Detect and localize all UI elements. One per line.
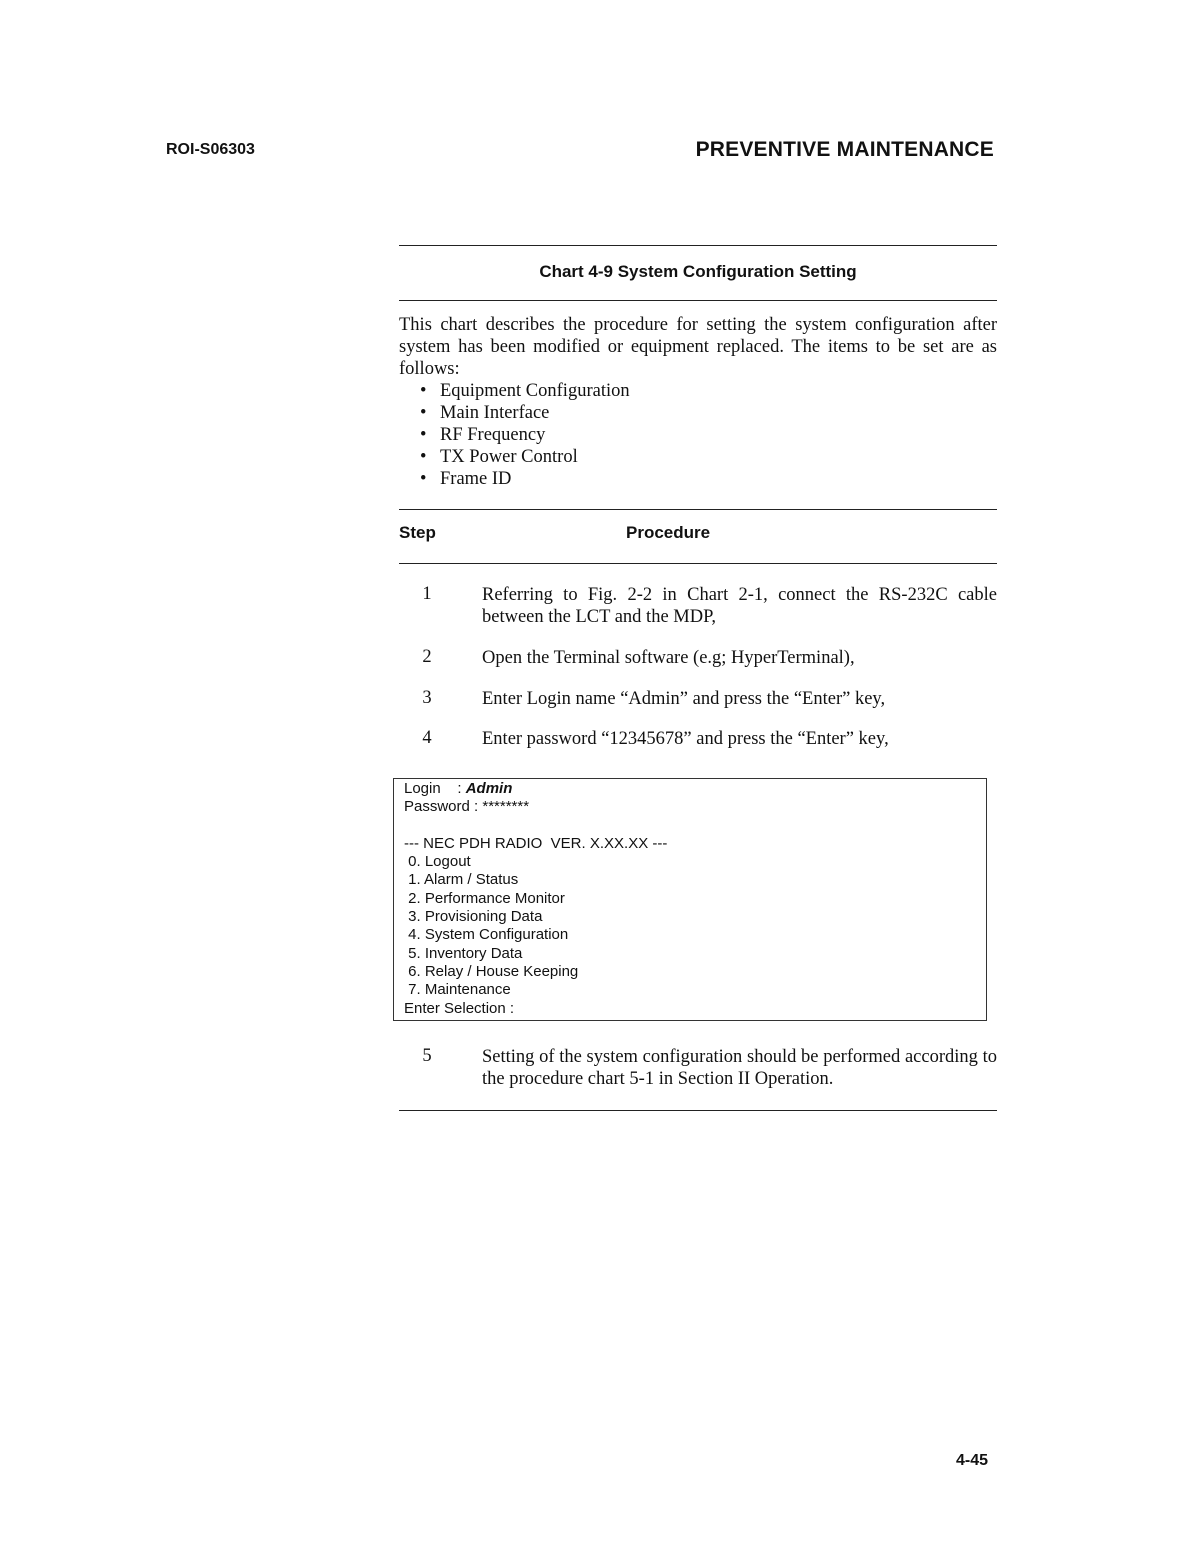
list-item: • TX Power Control [420,447,578,467]
step-text: Enter Login name “Admin” and press the “Enter” key, [482,689,886,709]
step-text: Open the Terminal software (e.g; HyperTerminal), [482,648,855,668]
list-item: • Equipment Configuration [420,381,630,401]
bullet-icon: • [420,425,427,445]
bullet-icon: • [420,447,427,467]
step-text: Enter password “12345678” and press the “Enter” key, [482,729,889,749]
step-text: Referring to Fig. 2-2 in Chart 2-1, connect the RS-232C cable between the LCT and the MDP, [482,585,997,627]
chart-title: Chart 4-9 System Configuration Setting [539,262,857,281]
menu-item: 2. Performance Monitor [404,889,565,907]
menu-item: 3. Provisioning Data [404,908,543,926]
top-rule [399,245,997,246]
step-number: 3 [422,688,432,708]
menu-item: 0. Logout [404,853,471,871]
list-item: • Main Interface [420,403,550,423]
selection-prompt: Enter Selection : [404,999,515,1017]
menu-item: 6. Relay / House Keeping [404,962,579,980]
login-value: Admin [465,780,513,797]
intro-paragraph: This chart describes the procedure for setting the system configuration after system has been modified or equipment replaced. The items to be set are as follows: [399,315,997,379]
password-value: ******** [482,798,530,816]
terminal-screen [393,778,987,1021]
menu-item: 1. Alarm / Status [404,871,519,889]
header-rule [399,563,997,564]
title-rule [399,300,997,301]
menu-item: 5. Inventory Data [404,944,523,962]
bullet-icon: • [420,403,427,423]
step-number: 1 [422,584,432,604]
bottom-rule [399,1110,997,1111]
table-top-rule [399,509,997,510]
step-number: 5 [422,1046,432,1066]
section-title: PREVENTIVE MAINTENANCE [695,138,994,161]
page-number: 4-45 [956,1452,989,1469]
menu-item: 4. System Configuration [404,926,569,944]
list-item: • Frame ID [420,469,512,489]
bullet-icon: • [420,469,427,489]
document-id: ROI-S06303 [166,141,255,158]
list-item: • RF Frequency [420,425,546,445]
step-column-header: Step [399,523,436,542]
step-text: Setting of the system configuration should be performed according to the procedure chart 5-1 in Section II Operation. [482,1047,997,1089]
blank-line [404,817,986,835]
password-line: Password : ******** [404,798,530,816]
step-number: 2 [422,647,432,667]
procedure-column-header: Procedure [626,523,711,542]
menu-item: 7. Maintenance [404,981,511,999]
login-line: Login : Admin [404,780,513,797]
bullet-icon: • [420,381,427,401]
step-number: 4 [422,728,432,748]
version-banner: --- NEC PDH RADIO VER. X.XX.XX --- [404,834,668,852]
config-item-list [420,380,630,490]
